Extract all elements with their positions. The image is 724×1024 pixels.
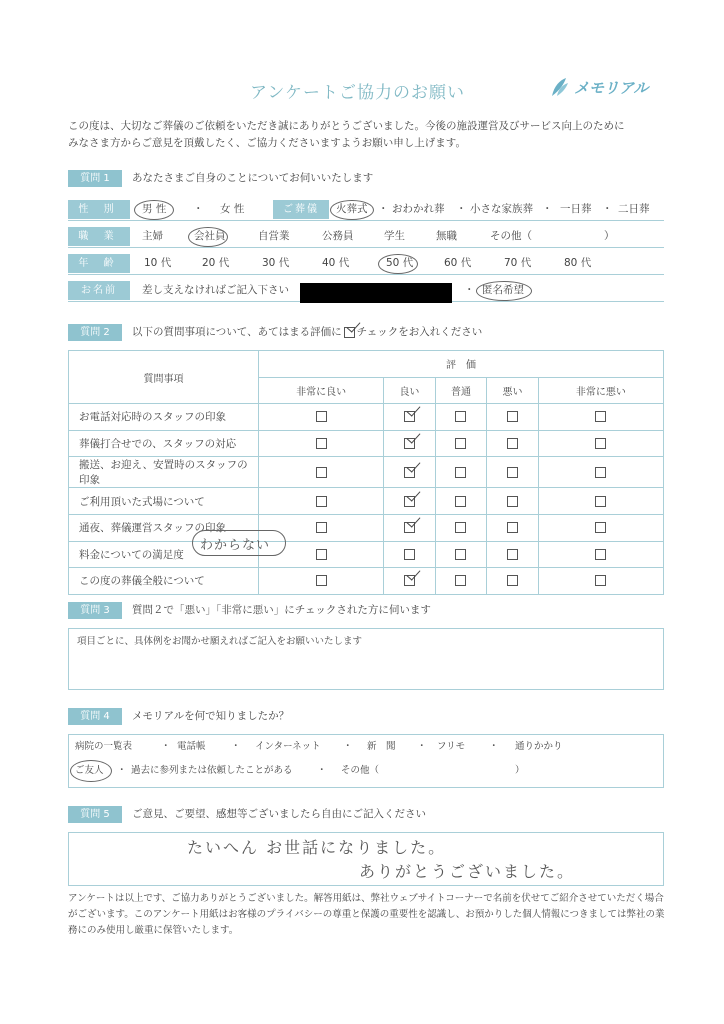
rating-cell [538,514,663,541]
separator-dot: ・ [456,203,467,215]
source-opt[interactable]: インターネット [255,741,321,752]
evaluation-row [69,568,664,595]
rating-checkbox[interactable] [316,496,327,507]
rating-cell [384,514,436,541]
occupation-opt[interactable]: 自営業 [258,230,290,242]
rating-cell [384,430,436,457]
question-1-text: あなたさまご自身のことについてお伺いいたします [132,172,374,184]
rating-cell [435,457,487,488]
question-3-label: 質問 3 [68,602,122,619]
question-4-text: メモリアルを何で知りましたか？ [132,710,290,722]
rating-cell [259,430,384,457]
circle-mark [134,200,174,220]
question-2-text-part: チェックをお入れください [356,326,483,338]
question-5-answer-box[interactable] [68,832,664,886]
rating-checkbox-checked[interactable] [404,438,415,449]
question-4-options [68,734,664,788]
rating-cell [259,568,384,595]
age-opt[interactable]: 60 代 [444,257,472,269]
age-row [68,252,664,275]
question-2-text [132,324,482,341]
evaluation-item: ご利用頂いた式場について [69,488,259,515]
rating-checkbox[interactable] [507,438,518,449]
rating-checkbox[interactable] [507,549,518,560]
rating-checkbox-checked[interactable] [404,496,415,507]
circle-mark [70,760,112,782]
source-opt[interactable]: 通りかかり [515,741,563,752]
rating-checkbox[interactable] [507,467,518,478]
rating-cell [487,541,539,568]
rating-cell [259,404,384,431]
evaluation-rows [69,404,664,595]
page-title: アンケートご協力のお願い [250,83,465,103]
rating-checkbox-checked[interactable] [404,467,415,478]
funeral-type-head: ご葬儀 [273,200,329,219]
age-opt[interactable]: 70 代 [504,257,532,269]
separator-dot: ・ [378,203,389,215]
rating-cell [538,404,663,431]
gender-head: 性 別 [68,200,130,219]
occupation-opt[interactable]: 主婦 [142,230,163,242]
gender-male[interactable]: 男 性 [142,203,167,215]
handwritten-answer-line: ありがとうございました。 [359,862,576,881]
separator-dot: ・ [489,741,499,752]
circle-mark [476,281,532,301]
question-1-label: 質問 1 [68,170,122,187]
scale-header: 非常に良い [259,377,384,404]
circle-mark [330,200,374,220]
question-4-label: 質問 4 [68,708,122,725]
separator-dot: ・ [343,741,353,752]
rating-checkbox[interactable] [507,522,518,533]
funeral-opt-small-family[interactable]: 小さな家族葬 [470,203,533,215]
rating-cell [538,457,663,488]
funeral-opt-kasou[interactable]: 火葬式 [336,203,368,215]
rating-cell [538,541,663,568]
rating-cell [384,541,436,568]
question-5-text: ご意見、ご要望、感想等ございましたら自由にご記入ください [132,808,426,820]
handwritten-note: わからない [200,538,271,553]
scale-header: 非常に悪い [538,377,663,404]
age-head: 年 齢 [68,254,130,273]
source-opt[interactable]: 過去に参列または依頼したことがある [131,765,293,776]
rating-cell [538,488,663,515]
rating-checkbox[interactable] [507,411,518,422]
age-opt[interactable]: 50 代 [386,257,414,269]
source-opt[interactable]: フリモ [437,741,466,752]
occupation-opt[interactable]: 無職 [436,230,457,242]
evaluation-row [69,514,664,541]
company-logo [548,76,648,98]
occupation-opt[interactable]: 会社員 [194,230,226,242]
circle-mark [188,227,228,247]
separator-dot: ・ [161,741,171,752]
evaluation-item: 搬送、お迎え、安置時のスタッフの印象 [69,457,259,488]
rating-checkbox[interactable] [404,549,415,560]
rating-checkbox[interactable] [455,496,466,507]
scale-header: 普通 [435,377,487,404]
occupation-opt[interactable]: 公務員 [322,230,354,242]
rating-checkbox[interactable] [316,438,327,449]
separator-dot: ・ [542,203,553,215]
logo-text: メモリアル [574,78,649,97]
evaluation-item: この度の葬儀全般について [69,568,259,595]
age-opt[interactable]: 80 代 [564,257,592,269]
leaf-logo-icon [548,76,570,98]
source-opt-other[interactable]: その他（ [341,765,380,776]
column-header-eval: 評 価 [259,351,664,378]
rating-cell [259,457,384,488]
circle-mark [378,254,418,274]
separator-dot: ・ [117,765,127,776]
evaluation-table [68,350,664,595]
rating-checkbox[interactable] [455,549,466,560]
age-opt[interactable]: 30 代 [262,257,290,269]
rating-checkbox[interactable] [595,467,606,478]
rating-cell [435,430,487,457]
age-opt[interactable]: 20 代 [202,257,230,269]
source-opt[interactable]: 新 聞 [367,741,396,752]
question-3-prompt: 項目ごとに、具体例をお聞かせ願えればご記入をお願いいたします [77,636,363,647]
occupation-opt-close: ） [604,230,615,242]
rating-checkbox-checked[interactable] [404,522,415,533]
rating-cell [435,568,487,595]
source-opt[interactable]: ご友人 [75,765,104,776]
funeral-opt-two-day[interactable]: 二日葬 [618,203,650,215]
rating-checkbox[interactable] [316,411,327,422]
question-2-label: 質問 2 [68,324,122,341]
scale-header: 悪い [487,377,539,404]
column-header-item: 質問事項 [69,351,259,404]
circle-mark [192,530,286,556]
separator-dot: ・ [417,741,427,752]
rating-checkbox[interactable] [455,438,466,449]
question-3-text: 質問２で「悪い」「非常に悪い」にチェックされた方に伺います [132,604,431,616]
gender-female[interactable]: 女 性 [220,203,245,215]
rating-checkbox[interactable] [316,549,327,560]
separator-dot: ・ [193,203,204,215]
rating-checkbox[interactable] [316,467,327,478]
scale-header: 良い [384,377,436,404]
rating-checkbox[interactable] [455,411,466,422]
evaluation-row [69,404,664,431]
separator-dot: ・ [602,203,613,215]
evaluation-row [69,430,664,457]
funeral-opt-one-day[interactable]: 一日葬 [560,203,592,215]
footer-text [68,891,668,939]
occupation-opt-other[interactable]: その他（ [490,230,532,242]
intro-line: みなさま方からご意見を頂戴したく、ご協力くださいますようお願い申し上げます。 [68,137,466,149]
evaluation-row [69,457,664,488]
rating-checkbox[interactable] [316,522,327,533]
rating-cell [487,488,539,515]
rating-cell [538,430,663,457]
occupation-head: 職 業 [68,227,130,246]
rating-checkbox[interactable] [455,575,466,586]
evaluation-item: 通夜、葬儀運営スタッフの印象 [69,514,259,541]
age-opt[interactable]: 10 代 [144,257,172,269]
rating-checkbox[interactable] [455,467,466,478]
footer-line: 務にのみ使用し厳重に保管いたします。 [68,925,239,936]
anonymous-option[interactable]: 匿名希望 [482,284,524,296]
rating-checkbox[interactable] [595,438,606,449]
evaluation-item: 葬儀打合せでの、スタッフの対応 [69,430,259,457]
rating-cell [487,430,539,457]
name-prompt: 差し支えなければご記入下さい [142,284,289,296]
funeral-opt-owakare[interactable]: おわかれ葬 [392,203,445,215]
rating-checkbox[interactable] [595,496,606,507]
rating-cell [435,514,487,541]
rating-checkbox-checked[interactable] [404,411,415,422]
rating-checkbox[interactable] [507,496,518,507]
rating-cell [487,568,539,595]
handwritten-answer-line: たいへん お世話になりました。 [187,838,447,857]
question-5-label: 質問 5 [68,806,122,823]
occupation-row [68,225,664,248]
rating-checkbox[interactable] [595,522,606,533]
rating-cell [435,541,487,568]
question-3-answer-box[interactable] [68,628,664,690]
rating-checkbox[interactable] [507,575,518,586]
rating-checkbox[interactable] [595,549,606,560]
rating-checkbox[interactable] [316,575,327,586]
rating-checkbox[interactable] [595,575,606,586]
rating-checkbox[interactable] [455,522,466,533]
rating-cell [487,457,539,488]
evaluation-item: 料金についての満足度 [69,541,259,568]
intro-line: この度は、大切なご葬儀のご依頼をいただき誠にありがとうございました。今後の施設運営及びサービス向上のために [68,120,625,132]
rating-cell [259,488,384,515]
evaluation-row [69,541,664,568]
rating-cell [435,488,487,515]
intro-text [68,118,668,152]
source-opt[interactable]: 病院の一覧表 [75,741,133,752]
rating-checkbox[interactable] [595,411,606,422]
name-head: お名前 [68,281,130,300]
rating-cell [487,404,539,431]
occupation-opt[interactable]: 学生 [384,230,405,242]
separator-dot: ・ [317,765,327,776]
footer-line: がございます。このアンケート用紙はお客様のプライバシーの尊重と保護の重要性を認識し、お預かりした個人情報につきましては弊社の業 [68,909,665,920]
question-2-text-part: 以下の質問事項について、あてはまる評価に [132,326,342,338]
footer-line: アンケートは以上です、ご協力ありがとうございました。解答用紙は、弊社ウェブサイトコーナーで名前を伏せてご紹介させていただく場合 [68,893,664,904]
rating-cell [538,568,663,595]
separator-dot: ・ [231,741,241,752]
age-opt[interactable]: 40 代 [322,257,350,269]
rating-cell [435,404,487,431]
evaluation-row [69,488,664,515]
rating-cell [384,488,436,515]
rating-cell [487,514,539,541]
source-opt-close: ） [515,765,525,776]
rating-cell [384,568,436,595]
rating-cell [384,457,436,488]
source-opt[interactable]: 電話帳 [177,741,206,752]
redacted-name [300,283,452,303]
rating-cell [384,404,436,431]
rating-checkbox-checked[interactable] [404,575,415,586]
check-mark-icon [344,327,355,338]
evaluation-item: お電話対応時のスタッフの印象 [69,404,259,431]
separator-dot: ・ [464,284,475,296]
